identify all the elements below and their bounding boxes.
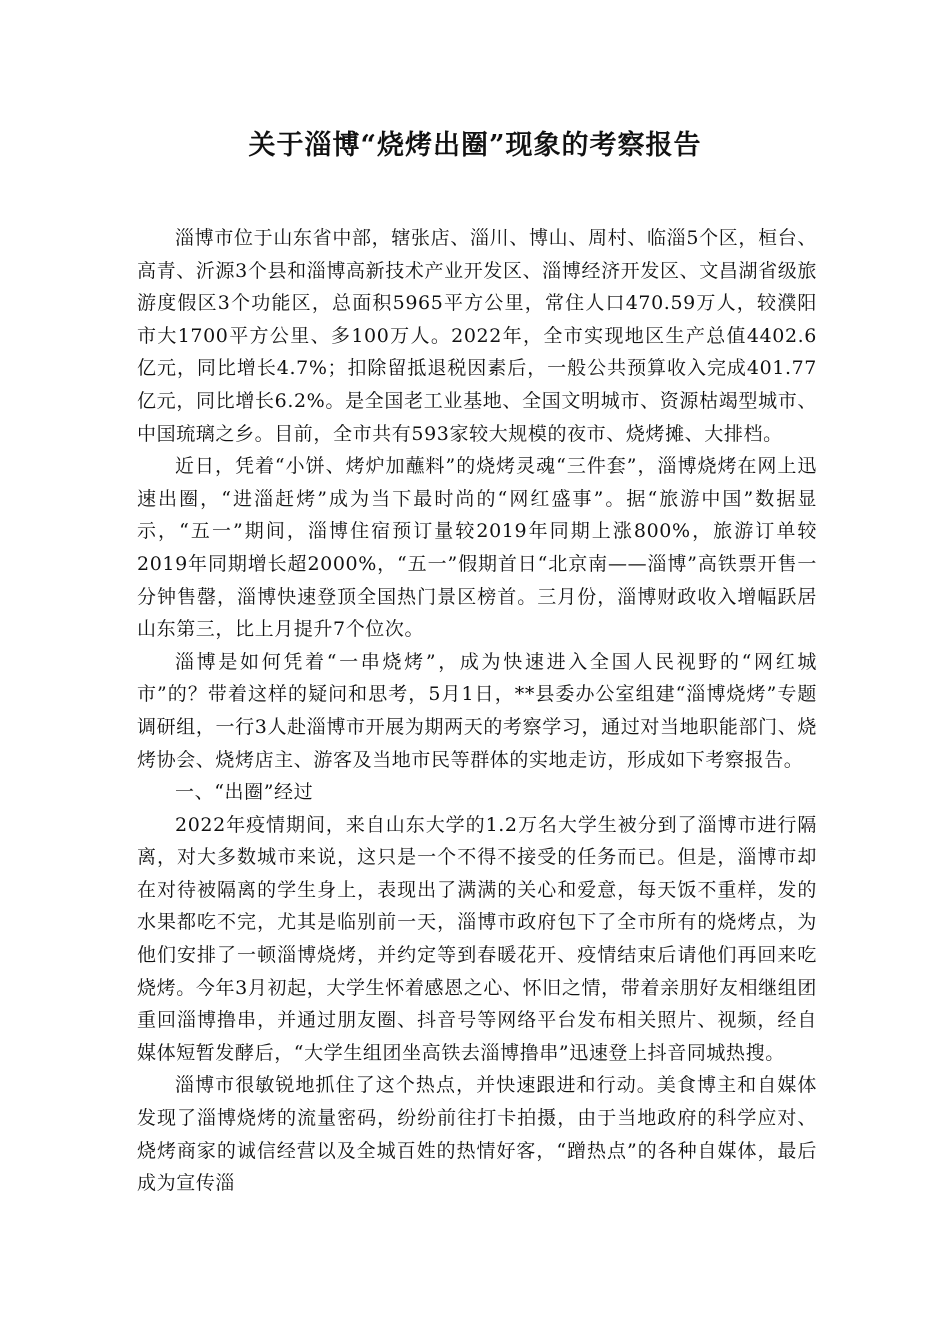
paragraph-intro: 淄博市位于山东省中部，辖张店、淄川、博山、周村、临淄5个区，桓台、高青、沂源3个县和淄博高新技术产业开发区、淄博经济开发区、文昌湖省级旅游度假区3个功能区，总面积5965平方公里，常住人口470.59万人，较濮阳市大1700平方公里、多100万人。2022年，全市实现地区生产总值4402.6亿元，同比增长4.7%；扣除留抵退税因素后，一般公共预算收入完成401.77亿元，同比增长6.2%。是全国老工业基地、全国文明城市、资源枯竭型城市、中国琉璃之乡。目前，全市共有593家较大规模的夜市、烧烤摊、大排档。 bbox=[137, 227, 817, 445]
document-body bbox=[137, 222, 817, 1200]
paragraph-section1-a: 2022年疫情期间，来自山东大学的1.2万名大学生被分到了淄博市进行隔离，对大多数城市来说，这只是一个不得不接受的任务而已。但是，淄博市却在对待被隔离的学生身上，表现出了满满的关心和爱意，每天饭不重样，发的水果都吃不完，尤其是临别前一天，淄博市政府包下了全市所有的烧烤点，为他们安排了一顿淄博烧烤，并约定等到春暖花开、疫情结束后请他们再回来吃烧烤。今年3月初起，大学生怀着感恩之心、怀旧之情，带着亲朋好友相继组团重回淄博撸串，并通过朋友圈、抖音号等网络平台发布相关照片、视频，经自媒体短暂发酵后，“大学生组团坐高铁去淄博撸串”迅速登上抖音同城热搜。 bbox=[137, 813, 817, 1064]
paragraph-recent: 近日，凭着“小饼、烤炉加蘸料”的烧烤灵魂“三件套”，淄博烧烤在网上迅速出圈，“进淄赶烤”成为当下最时尚的“网红盛事”。据“旅游中国”数据显示，“五一”期间，淄博住宿预订量较2019年同期上涨800%，旅游订单较2019年同期增长超2000%，“五一”假期首日“北京南——淄博”高铁票开售一分钟售罄，淄博快速登顶全国热门景区榜首。三月份，淄博财政收入增幅跃居山东第三，比上月提升7个位次。 bbox=[137, 455, 817, 641]
paragraph-purpose: 淄博是如何凭着“一串烧烤”，成为快速进入全国人民视野的“网红城市”的？带着这样的疑问和思考，5月1日，**县委办公室组建“淄博烧烤”专题调研组，一行3人赴淄博市开展为期两天的考察学习，通过对当地职能部门、烧烤协会、烧烤店主、游客及当地市民等群体的实地走访，形成如下考察报告。 bbox=[137, 650, 817, 771]
document-title: 关于淄博“烧烤出圈”现象的考察报告 bbox=[248, 130, 702, 161]
paragraph-section1-b: 淄博市很敏锐地抓住了这个热点，并快速跟进和行动。美食博主和自媒体发现了淄博烧烤的流量密码，纷纷前往打卡拍摄，由于当地政府的科学应对、烧烤商家的诚信经营以及全城百姓的热情好客，“蹭热点”的各种自媒体，最后成为宣传淄 bbox=[137, 1074, 817, 1195]
section-heading-1: 一、“出圈”经过 bbox=[175, 781, 314, 804]
